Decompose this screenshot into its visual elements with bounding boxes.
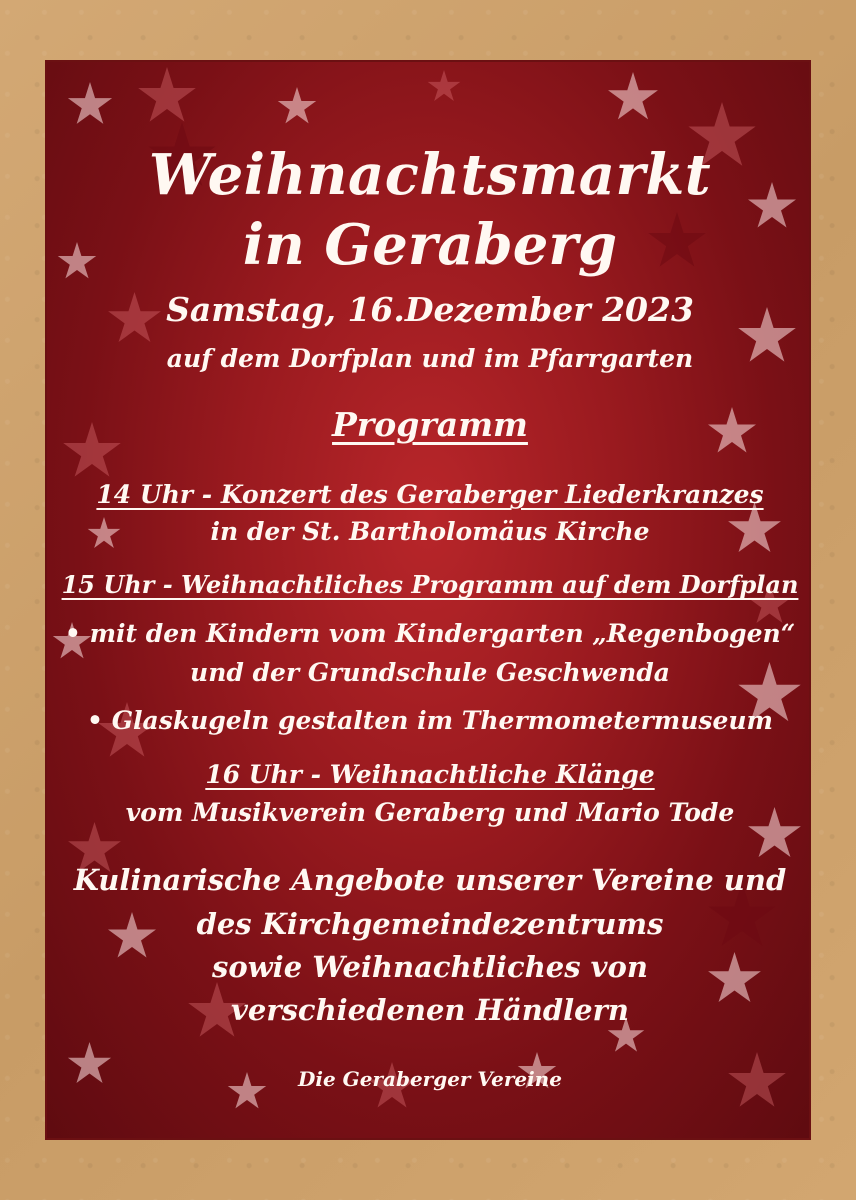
item-16-heading: 16 Uhr - Weihnachtliche Klänge	[205, 760, 655, 789]
title-line-1: Weihnachtsmarkt	[148, 142, 712, 208]
title-line-2: in Geraberg	[242, 212, 618, 278]
item-15-detail-2: und der Grundschule Geschwenda	[190, 658, 670, 687]
item-14-detail: in der St. Bartholomäus Kirche	[210, 517, 650, 546]
program-heading: Programm	[332, 405, 528, 444]
item-15-detail-3: • Glaskugeln gestalten im Thermometermuseum	[87, 706, 773, 735]
poster-card	[45, 60, 811, 1140]
item-15-heading: 15 Uhr - Weihnachtliches Programm auf dem Dorfplan	[61, 570, 799, 599]
culinary-line-3: sowie Weihnachtliches von	[212, 950, 648, 984]
event-location: auf dem Dorfplan und im Pfarrgarten	[166, 344, 694, 373]
culinary-line-2: des Kirchgemeindezentrums	[196, 907, 664, 941]
culinary-line-4: verschiedenen Händlern	[231, 993, 629, 1027]
culinary-line-1: Kulinarische Angebote unserer Vereine und	[73, 863, 787, 897]
signature: Die Geraberger Vereine	[298, 1067, 562, 1091]
item-14-heading: 14 Uhr - Konzert des Geraberger Liederkranzes	[96, 480, 764, 509]
item-15-detail-1: • mit den Kindern vom Kindergarten „Regenbogen“	[64, 619, 796, 648]
item-16-detail: vom Musikverein Geraberg und Mario Tode	[125, 798, 735, 827]
event-date: Samstag, 16.Dezember 2023	[166, 290, 694, 329]
poster-content	[47, 62, 811, 1140]
